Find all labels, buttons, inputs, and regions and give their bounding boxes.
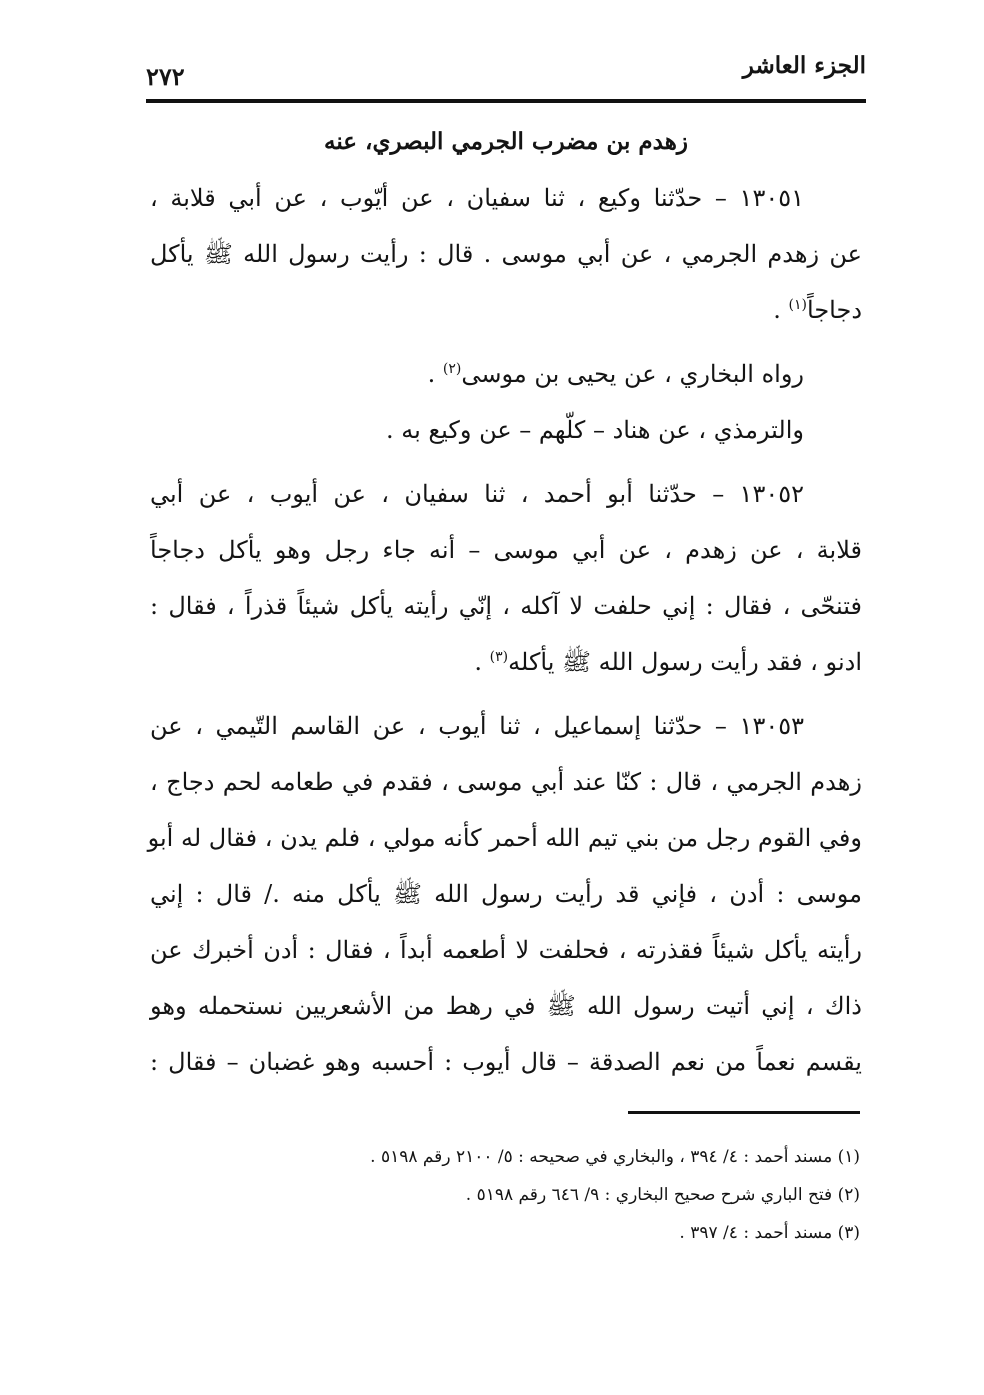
text-line: رأيته يأكل شيئاً فقذرته ، فحلفت لا أطعمه أبداً ، فقال : أدن أخبرك عن	[150, 936, 862, 964]
text-line: ١٣٠٥٣ – حدّثنا إسماعيل ، ثنا أيوب ، عن القاسم التّيمي ، عن	[150, 712, 804, 740]
text-line	[150, 282, 862, 338]
text-fragment: .	[474, 648, 490, 676]
takhrij-13051	[150, 346, 862, 458]
footnote-ref: (٢)	[442, 361, 462, 377]
hadith-13053	[147, 698, 863, 1090]
header-rule	[146, 99, 866, 103]
footnote-ref: (١)	[788, 297, 808, 313]
footnote-3: (٣) مسند أحمد : ٤/ ٣٩٧ .	[679, 1223, 860, 1243]
page-header	[146, 42, 866, 98]
footnote-2: (٢) فتح الباري شرح صحيح البخاري : ٩/ ٦٤٦ رقم ٥١٩٨ .	[465, 1185, 860, 1205]
section-heading: زهدم بن مضرب الجرمي البصري، عنه	[324, 128, 688, 155]
text-line	[150, 634, 862, 690]
text-fragment: .	[427, 360, 443, 388]
text-fragment: .	[773, 296, 789, 324]
footnote-ref: (٣)	[489, 649, 509, 665]
text-line	[150, 346, 862, 402]
text-line: ذاك ، إني أتيت رسول الله ﷺ في رهط من الأشعريين نستحمله وهو	[150, 992, 862, 1020]
text-line: يقسم نعماً من نعم الصدقة – قال أيوب : أحسبه وهو غضبان – فقال :	[150, 1048, 862, 1076]
hadith-13052	[150, 466, 862, 690]
text-line: ١٣٠٥٢ – حدّثنا أبو أحمد ، ثنا سفيان ، عن أيوب ، عن أبي	[150, 480, 804, 508]
text-line: ١٣٠٥١ – حدّثنا وكيع ، ثنا سفيان ، عن أيّوب ، عن أبي قلابة ،	[150, 184, 804, 212]
text-line: زهدم الجرمي ، قال : كنّا عند أبي موسى ، فقدم في طعامه لحم دجاج ،	[150, 768, 863, 796]
footnotes	[150, 1138, 860, 1252]
text-line: وفي القوم رجل من بني تيم الله أحمر كأنه مولي ، فلم يدن ، فقال له أبو	[147, 824, 862, 852]
text-fragment: رواه البخاري ، عن يحيى بن موسى	[461, 360, 804, 388]
main-text	[147, 120, 863, 1098]
footnote-rule	[628, 1111, 860, 1114]
text-line: قلابة ، عن زهدم ، عن أبي موسى – أنه جاء رجل وهو يأكل دجاجاً	[150, 536, 862, 564]
running-title: الجزء العاشر	[742, 52, 866, 79]
text-line: عن زهدم الجرمي ، عن أبي موسى . قال : رأيت رسول الله ﷺ يأكل	[150, 240, 862, 268]
text-fragment: ادنو ، فقد رأيت رسول الله ﷺ يأكله	[508, 648, 862, 676]
text-fragment: دجاجاً	[807, 296, 862, 324]
footnote-1: (١) مسند أحمد : ٤/ ٣٩٤ ، والبخاري في صحيحه : ٥/ ٢١٠٠ رقم ٥١٩٨ .	[370, 1147, 860, 1167]
text-line: والترمذي ، عن هناد – كلّهم – عن وكيع به .	[385, 416, 804, 444]
text-line: فتنحّى ، فقال : إني حلفت لا آكله ، إنّي رأيته يأكل شيئاً قذراً ، فقال :	[150, 592, 862, 620]
text-line: موسى : أدن ، فإني قد رأيت رسول الله ﷺ يأكل منه ./ قال : إني	[150, 880, 862, 908]
hadith-13051	[150, 170, 862, 338]
page-number: ٢٧٢	[146, 62, 185, 91]
